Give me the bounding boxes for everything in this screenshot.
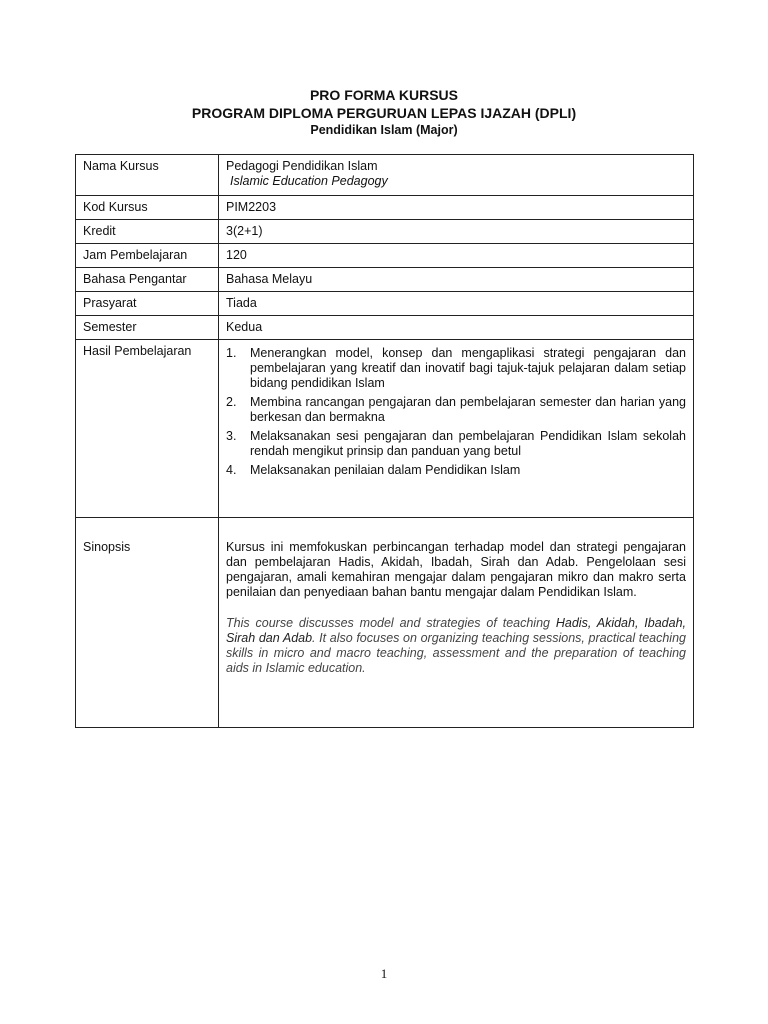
table-row: [76, 220, 694, 244]
table-row: [76, 196, 694, 220]
row-label: Kod Kursus: [76, 196, 219, 220]
synopsis-malay: Kursus ini memfokuskan perbincangan terhadap model dan strategi pengajaran dan pembelajaran Hadis, Akidah, Ibadah, Sirah dan Adab. Pengelolaan sesi pengajaran, amali kemahiran mengajar dalam pengajaran mikro dan makro serta penilaian dan penyediaan bahan bantu mengajar dalam Pendidikan Islam.: [226, 540, 686, 599]
row-label: Jam Pembelajaran: [76, 244, 219, 268]
learning-hours: 120: [219, 244, 694, 268]
synopsis-english-rest: . It also focuses on organizing teaching sessions, practical teaching skills in micro and macro teaching, assessment and the preparation of teaching aids in Islamic education.: [226, 631, 686, 675]
synopsis-english-lead: This course discusses model and strategies of teaching: [226, 616, 556, 630]
course-name: Pedagogi Pendidikan Islam: [226, 159, 378, 173]
course-proforma-table: [75, 154, 694, 728]
row-label: Hasil Pembelajaran: [76, 340, 219, 518]
document-header: [0, 86, 768, 138]
learning-outcomes-list: [226, 346, 686, 478]
learning-outcomes-cell: [219, 340, 694, 518]
document-title: PRO FORMA KURSUS: [309, 87, 459, 103]
table-row: [76, 155, 694, 196]
program-title: PROGRAM DIPLOMA PERGURUAN LEPAS IJAZAH (DPLI): [191, 105, 577, 121]
row-label: Nama Kursus: [76, 155, 219, 196]
course-name-english: Islamic Education Pedagogy: [230, 174, 388, 188]
list-item: [226, 463, 686, 478]
list-item-number: 4.: [226, 463, 237, 477]
prerequisite-value: Tiada: [219, 292, 694, 316]
list-item: [226, 429, 686, 459]
table-row: [76, 340, 694, 518]
list-item-number: 1.: [226, 346, 237, 360]
synopsis-cell: [219, 518, 694, 728]
row-label: Prasyarat: [76, 292, 219, 316]
table-row: [76, 268, 694, 292]
row-value: [219, 155, 694, 196]
list-item-number: 2.: [226, 395, 237, 409]
table-row: [76, 316, 694, 340]
table-row: [76, 244, 694, 268]
synopsis-english-topics: Hadis, Akidah, Ibadah, Sirah dan Adab: [226, 616, 687, 645]
table-row: [76, 518, 694, 728]
list-item-text: Melaksanakan sesi pengajaran dan pembelajaran Pendidikan Islam sekolah rendah mengikut prinsip dan panduan yang betul: [250, 429, 686, 458]
list-item-number: 3.: [226, 429, 237, 443]
row-label: Semester: [76, 316, 219, 340]
list-item: [226, 395, 686, 425]
table-row: [76, 292, 694, 316]
row-label: Bahasa Pengantar: [76, 268, 219, 292]
list-item-text: Melaksanakan penilaian dalam Pendidikan Islam: [250, 463, 521, 477]
list-item-text: Membina rancangan pengajaran dan pembelajaran semester dan harian yang berkesan dan bermakna: [250, 395, 686, 424]
semester-value: Kedua: [219, 316, 694, 340]
page-number: 1: [380, 966, 388, 981]
synopsis-english: [226, 616, 686, 676]
row-label: Sinopsis: [76, 518, 219, 728]
credit-value: 3(2+1): [219, 220, 694, 244]
language-value: Bahasa Melayu: [219, 268, 694, 292]
subject-title: Pendidikan Islam (Major): [310, 123, 458, 137]
list-item: [226, 346, 686, 391]
row-label: Kredit: [76, 220, 219, 244]
list-item-text: Menerangkan model, konsep dan mengaplikasi strategi pengajaran dan pembelajaran yang kreatif dan inovatif bagi tajuk-tajuk pelajaran dalam setiap bidang pendidikan Islam: [250, 346, 686, 390]
course-code: PIM2203: [219, 196, 694, 220]
